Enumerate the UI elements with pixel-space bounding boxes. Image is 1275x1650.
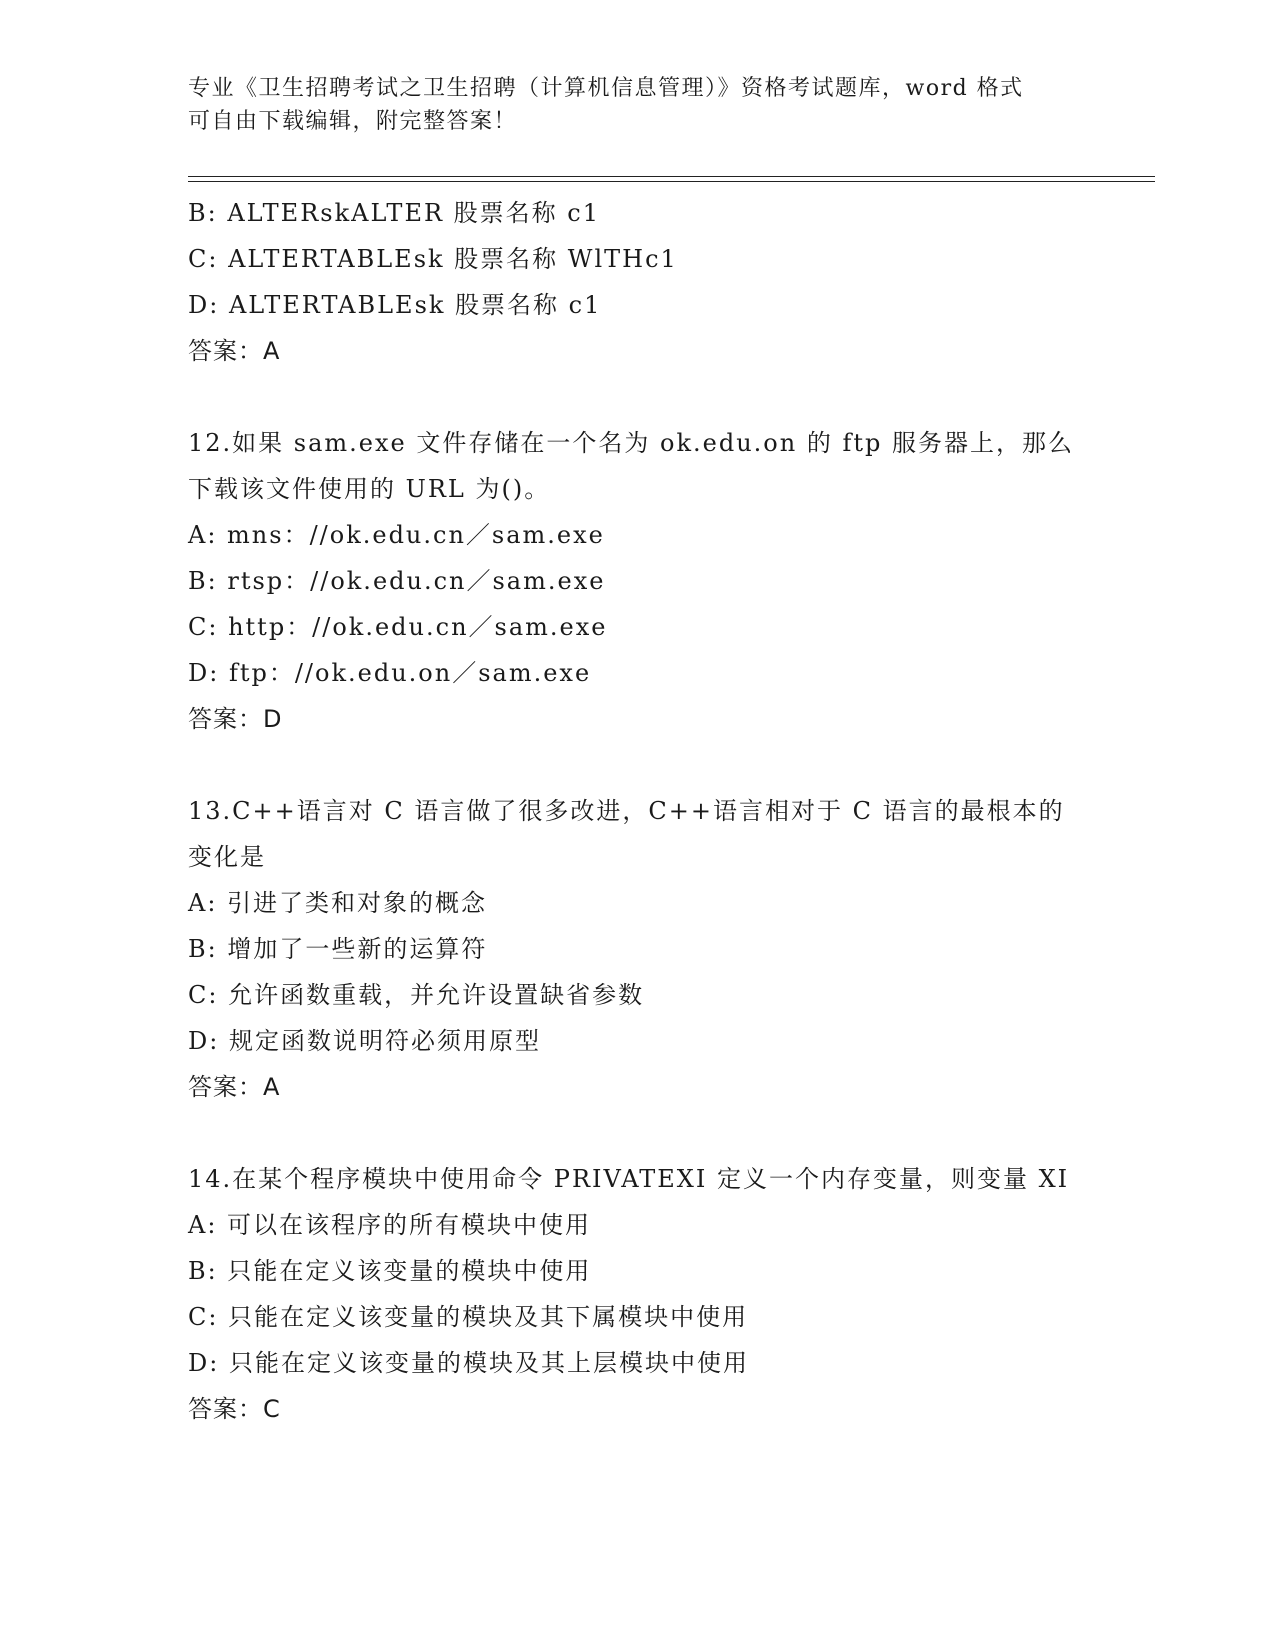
option-d: D: ALTERTABLEsk 股票名称 c1	[188, 291, 602, 319]
header-line-1: 专业《卫生招聘考试之卫生招聘（计算机信息管理）》资格考试题库，word 格式	[188, 76, 1024, 101]
question-text: 12.如果 sam.exe 文件存储在一个名为 ok.edu.on 的 ftp 服务器上，那么下载该文件使用的 URL 为()。	[188, 429, 1074, 503]
option-c: C: 允许函数重载，并允许设置缺省参数	[188, 981, 645, 1009]
option-c: C: ALTERTABLEsk 股票名称 WlTHc1	[188, 245, 678, 273]
option-a: A: mns：//ok.edu.cn／sam.exe	[188, 521, 605, 549]
header-divider-bottom	[188, 181, 1155, 182]
spacer	[188, 742, 1088, 788]
answer-label: 答案：D	[188, 705, 283, 733]
question-11	[188, 190, 1088, 374]
answer-label: 答案：C	[188, 1395, 281, 1423]
option-c: C: 只能在定义该变量的模块及其下属模块中使用	[188, 1303, 749, 1331]
question-13	[188, 788, 1088, 1110]
answer-label: 答案：A	[188, 1073, 281, 1101]
option-d: D: 只能在定义该变量的模块及其上层模块中使用	[188, 1349, 749, 1377]
header-divider-top	[188, 176, 1155, 177]
option-b: B: ALTERskALTER 股票名称 c1	[188, 199, 600, 227]
option-d: D: ftp：//ok.edu.on／sam.exe	[188, 659, 592, 687]
option-d: D: 规定函数说明符必须用原型	[188, 1027, 541, 1055]
question-text: 14.在某个程序模块中使用命令 PRIVATEXI 定义一个内存变量，则变量 XI	[188, 1165, 1070, 1193]
spacer	[188, 374, 1088, 420]
option-b: B: rtsp：//ok.edu.cn／sam.exe	[188, 567, 606, 595]
question-14	[188, 1156, 1088, 1432]
option-a: A: 可以在该程序的所有模块中使用	[188, 1211, 592, 1239]
question-12	[188, 420, 1088, 742]
option-b: B: 只能在定义该变量的模块中使用	[188, 1257, 592, 1285]
option-b: B: 增加了一些新的运算符	[188, 935, 488, 963]
question-text: 13.C++语言对 C 语言做了很多改进，C++语言相对于 C 语言的最根本的变化是	[188, 797, 1065, 871]
question-list	[188, 190, 1088, 1432]
spacer	[188, 1110, 1088, 1156]
header-line-2: 可自由下载编辑，附完整答案！	[188, 109, 518, 134]
document-header	[188, 72, 1088, 138]
option-c: C: http：//ok.edu.cn／sam.exe	[188, 613, 608, 641]
option-a: A: 引进了类和对象的概念	[188, 889, 488, 917]
answer-label: 答案：A	[188, 337, 281, 365]
